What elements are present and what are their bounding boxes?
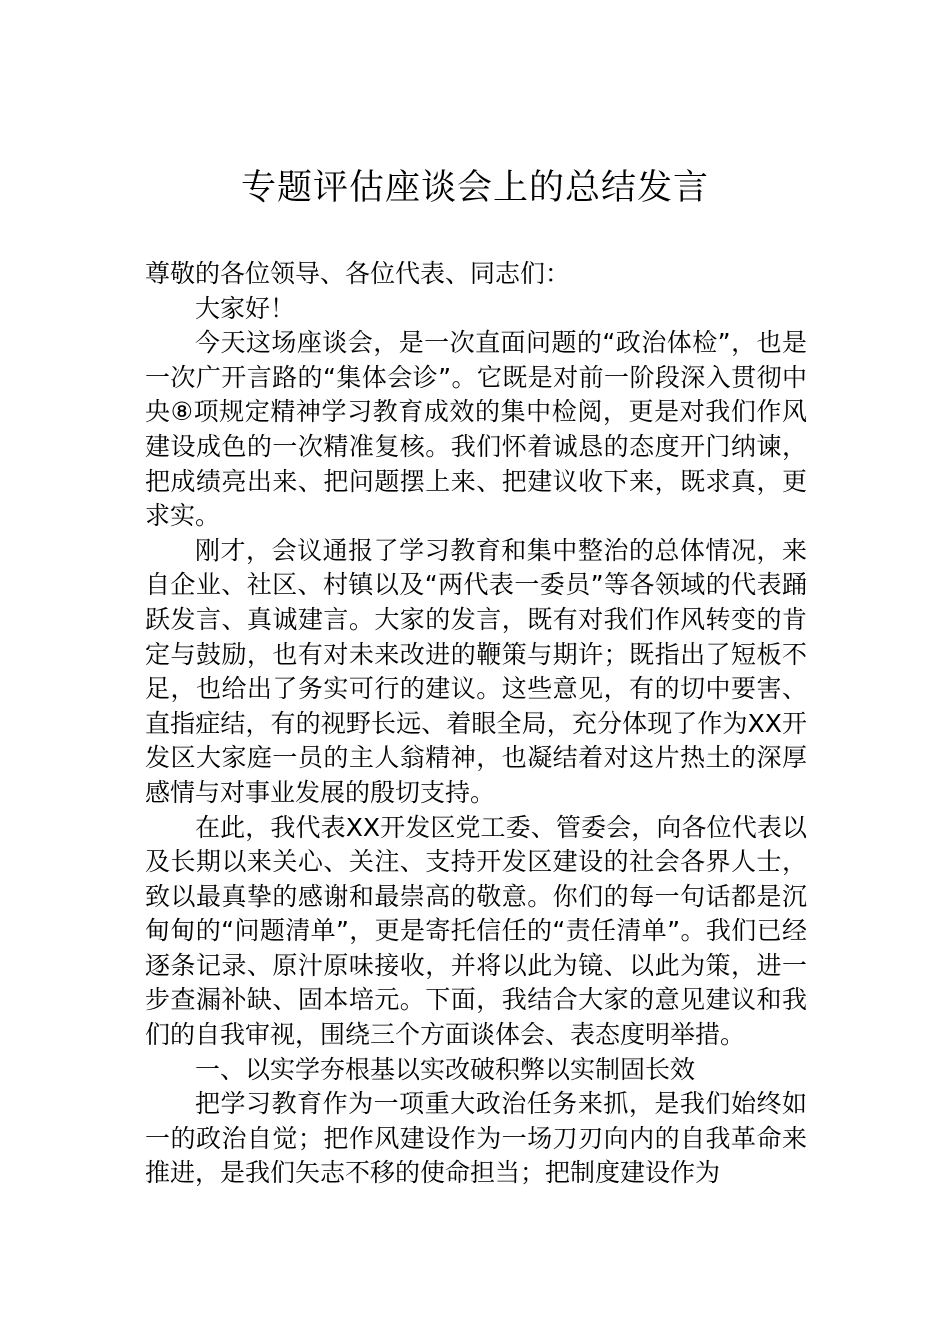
document-body <box>145 257 807 1191</box>
paragraph-greeting: 大家好！ <box>195 293 296 323</box>
paragraph: 把学习教育作为一项重大政治任务来抓，是我们始终如一的政治自觉；把作风建设作为一场刀刃向内的自我革命来推进，是我们矢志不移的使命担当；把制度建设作为 <box>145 1089 807 1188</box>
paragraph: 在此，我代表XX开发区党工委、管委会，向各位代表以及长期以来关心、关注、支持开发区建设的社会各界人士，致以最真挚的感谢和最崇高的敬意。你们的每一句话都是沉甸甸的“问题清单”，更是寄托信任的“责任清单”。我们已经逐条记录、原汁原味接收，并将以此为镜、以此为策，进一步查漏补缺、固本培元。下面，我结合大家的意见建议和我们的自我审视，围绕三个方面谈体会、表态度明举措。 <box>145 812 807 1050</box>
paragraph: 刚才，会议通报了学习教育和集中整治的总体情况，来自企业、社区、村镇以及“两代表一委员”等各领域的代表踊跃发言、真诚建言。大家的发言，既有对我们作风转变的肯定与鼓励，也有对未来改进的鞭策与期许；既指出了短板不足，也给出了务实可行的建议。这些意见，有的切中要害、直指症结，有的视野长远、着眼全局，充分体现了作为XX开发区大家庭一员的主人翁精神，也凝结着对这片热土的深厚感情与对事业发展的殷切支持。 <box>145 535 807 807</box>
section-heading: 一、以实学夯根基以实改破积弊以实制固长效 <box>195 1054 696 1084</box>
document-title: 专题评估座谈会上的总结发言 <box>240 168 709 208</box>
salutation: 尊敬的各位领导、各位代表、同志们： <box>145 259 571 288</box>
paragraph: 今天这场座谈会，是一次直面问题的“政治体检”，也是一次广开言路的“集体会诊”。它既是对前一阶段深入贯彻中央⑧项规定精神学习教育成效的集中检阅，更是对我们作风建设成色的一次精准复核。我们怀着诚恳的态度开门纳谏，把成绩亮出来、把问题摆上来、把建议收下来，既求真，更求实。 <box>145 328 807 531</box>
